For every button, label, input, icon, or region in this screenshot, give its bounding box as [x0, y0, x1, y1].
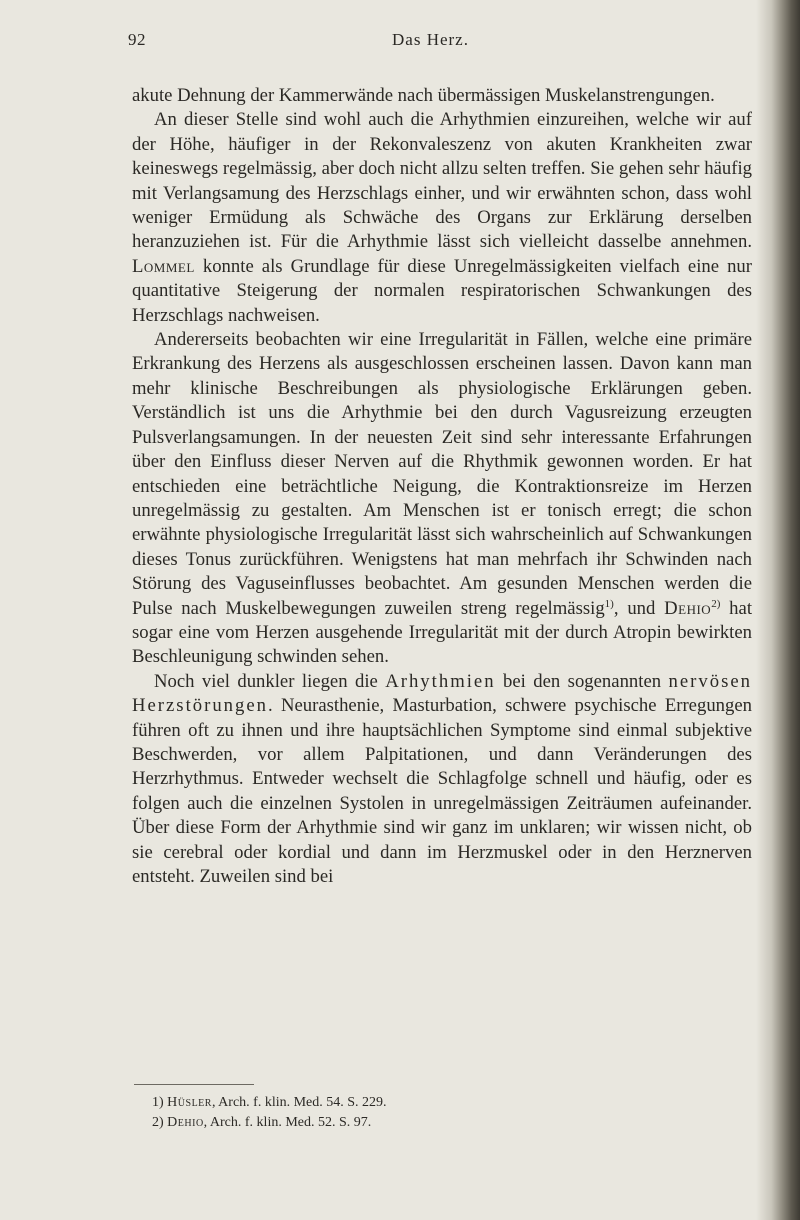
page-edge-shadow [756, 0, 800, 1220]
emphasized-term-nervoese-herzstoerungen: nervösen Herzstörungen [132, 670, 752, 717]
running-head [0, 30, 760, 54]
running-title: Das Herz. [392, 30, 469, 49]
text-run: hat sogar eine vom Herzen ausgehende Irregularität mit der durch Atropin bewirkten Beschleunigung schwinden sehen. [132, 597, 753, 668]
footnote-marker: 2) [152, 1115, 168, 1130]
paragraph-irregularitaet [132, 328, 752, 670]
text-run: An dieser Stelle sind wohl auch die Arhythmien einzureihen, welche wir auf der Höhe, häufiger in der Rekonvaleszenz von akuten Krankheiten zwar keineswegs regelmässig, aber doch nicht allzu selten treffen. Sie gehen sehr häufig mit Verlangsamung des Herzschlags einher, und wir erwähnten schon, dass wohl weniger Ermüdung als Schwäche des Organs zur Erklärung derselben heranzuziehen ist. Für die Arhythmie lässt sich vielleicht dasselbe annehmen. [132, 109, 752, 253]
paragraph-arhythmien-rekonvaleszenz [132, 108, 752, 328]
footnote-ref-2[interactable]: 2) [711, 597, 721, 610]
page-number: 92 [128, 30, 146, 49]
author-name-dehio: Dehio [664, 597, 712, 619]
footnote-marker: 1) [152, 1095, 168, 1110]
text-run: akute Dehnung der Kammerwände nach übermässigen Muskelanstrengungen. [132, 85, 715, 106]
footnote-citation: , Arch. f. klin. Med. 54. S. 229. [211, 1095, 387, 1110]
author-name-lommel: Lommel [132, 255, 195, 277]
footnote-author: Hüsler [167, 1095, 212, 1110]
footnote-ref-1[interactable]: 1) [604, 597, 614, 610]
footnote-divider [134, 1084, 254, 1085]
emphasized-term-arhythmien: Arhythmien [385, 670, 496, 692]
footnote-1 [152, 1093, 712, 1113]
text-run: konnte als Grundlage für diese Unregelmässigkeiten vielfach eine nur quantitative Steigerung der normalen respiratorischen Schwankungen des Herzschlags nachweisen. [132, 255, 752, 326]
body-text [132, 84, 752, 889]
footnote-author: Dehio [167, 1115, 204, 1130]
text-run: bei den sogenannten [495, 670, 669, 692]
footnote-2 [152, 1113, 712, 1133]
footnotes [152, 1093, 712, 1133]
paragraph-continuation [132, 84, 752, 108]
text-run: , und [613, 597, 665, 619]
text-run: Andererseits beobachten wir eine Irregularität in Fällen, welche eine primäre Erkrankung des Herzens als ausgeschlossen erscheinen lassen. Davon kann man mehr klinische Beschreibungen als physiologische Erklärungen geben. Verständlich ist uns die Arhythmie bei den durch Vagusreizung erzeugten Pulsverlangsamungen. In der neuesten Zeit sind sehr interessante Erfahrungen über den Einfluss dieser Nerven auf die Rhythmik gewonnen worden. Er hat entschieden eine beträchtliche Neigung, die Kontraktionsreize im Herzen unregelmässig zu gestalten. Am Menschen ist er tonisch erregt; die schon erwähnte physiologische Irregularität lässt sich wahrscheinlich auf Schwankungen dieses Tonus zurückführen. Wenigstens hat man mehrfach ihr Schwinden nach Störung des Vaguseinflusses beobachtet. Am gesunden Menschen werden die Pulse nach Muskelbewegungen zuweilen streng regelmässig [132, 329, 752, 619]
text-run: . Neurasthenie, Masturbation, schwere psychische Erregungen führen oft zu ihnen und ihre hauptsächlichen Symptome sind einmal subjektive Beschwerden, vor allem Palpitationen, und dann Veränderungen des Herzrhythmus. Entweder wechselt die Schlagfolge schnell und häufig, oder es folgen auch die einzelnen Systolen in unregelmässigen Zeiträumen aufeinander. Über diese Form der Arhythmie sind wir ganz im unklaren; wir wissen nicht, ob sie cerebral oder kordial und dann im Herzmuskel oder in den Herznerven entsteht. Zuweilen sind bei [132, 695, 752, 887]
footnote-citation: , Arch. f. klin. Med. 52. S. 97. [203, 1115, 372, 1130]
paragraph-nervoese-herzstoerungen [132, 670, 752, 890]
text-run: Noch viel dunkler liegen die [154, 670, 386, 692]
